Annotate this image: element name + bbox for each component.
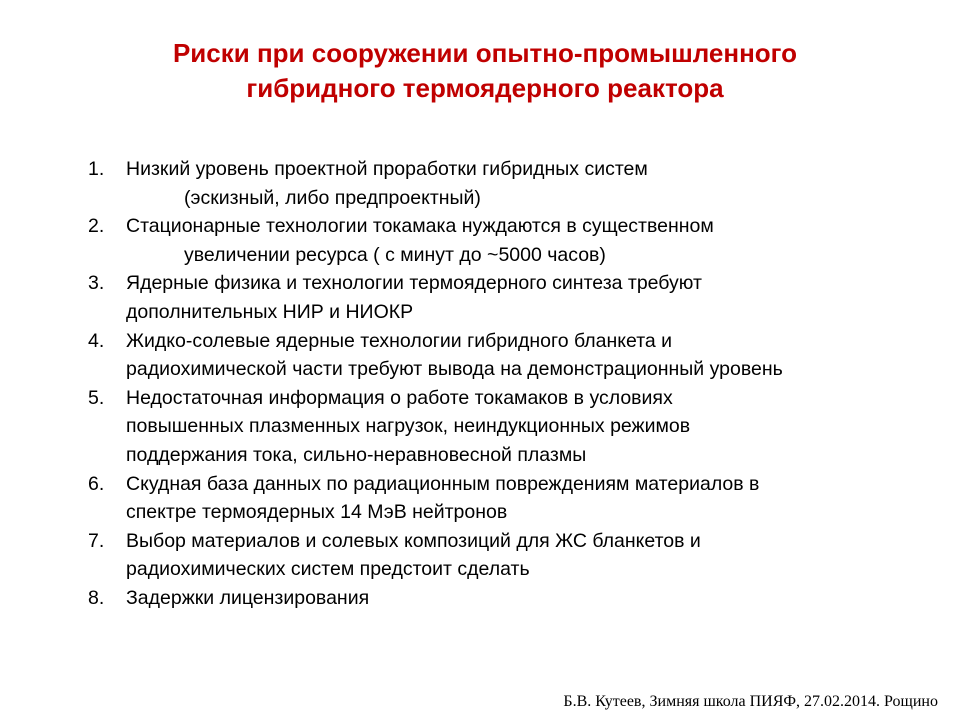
risk-item — [88, 527, 938, 584]
footer-citation: Б.В. Кутеев, Зимняя школа ПИЯФ, 27.02.2014. Рощино — [563, 693, 938, 710]
risk-number: 7. — [88, 529, 105, 552]
risk-text-line: Задержки лицензирования — [126, 586, 370, 609]
risk-number: 2. — [88, 215, 105, 238]
risk-text-line: поддержания тока, сильно-неравновесной плазмы — [126, 443, 587, 466]
risk-list — [88, 155, 938, 613]
risk-item — [88, 269, 938, 326]
risk-item — [88, 155, 938, 212]
risk-text-line: Выбор материалов и солевых композиций для ЖС бланкетов и — [126, 529, 701, 552]
slide-title — [60, 36, 910, 106]
risk-text-line: спектре термоядерных 14 МэВ нейтронов — [126, 501, 508, 524]
risk-item — [88, 212, 938, 269]
risk-text-line: (эскизный, либо предпроектный) — [184, 186, 481, 209]
risk-number: 4. — [88, 329, 105, 352]
risk-number: 6. — [88, 472, 105, 495]
slide-title-line-2: гибридного термоядерного реактора — [246, 73, 724, 103]
risk-item — [88, 470, 938, 527]
risk-text-line: Жидко-солевые ядерные технологии гибридного бланкета и — [126, 329, 673, 352]
risk-number: 1. — [88, 158, 105, 180]
risk-text-line: Скудная база данных по радиационным повреждениям материалов в — [126, 472, 760, 495]
risk-number: 8. — [88, 586, 105, 609]
risk-item — [88, 327, 938, 384]
risk-text-line: Недостаточная информация о работе токамаков в условиях — [126, 386, 673, 409]
risk-text-line: Ядерные физика и технологии термоядерного синтеза требуют — [126, 272, 702, 295]
slide-title-line-1: Риски при сооружении опытно-промышленного — [172, 38, 798, 68]
risk-text-line: Стационарные технологии токамака нуждаются в существенном — [126, 215, 714, 238]
risk-number: 3. — [88, 272, 105, 295]
risk-item — [88, 584, 938, 613]
risk-number: 5. — [88, 386, 105, 409]
risk-text-line: Низкий уровень проектной проработки гибридных систем — [126, 158, 648, 180]
risk-text-line: радиохимической части требуют вывода на демонстрационный уровень — [126, 358, 783, 381]
risk-item — [88, 384, 938, 470]
risk-text-line: радиохимических систем предстоит сделать — [126, 558, 530, 581]
risk-text-line: дополнительных НИР и НИОКР — [126, 300, 414, 323]
risk-text-line: увеличении ресурса ( с минут до ~5000 часов) — [184, 243, 606, 266]
risk-text-line: повышенных плазменных нагрузок, неиндукционных режимов — [126, 415, 691, 438]
